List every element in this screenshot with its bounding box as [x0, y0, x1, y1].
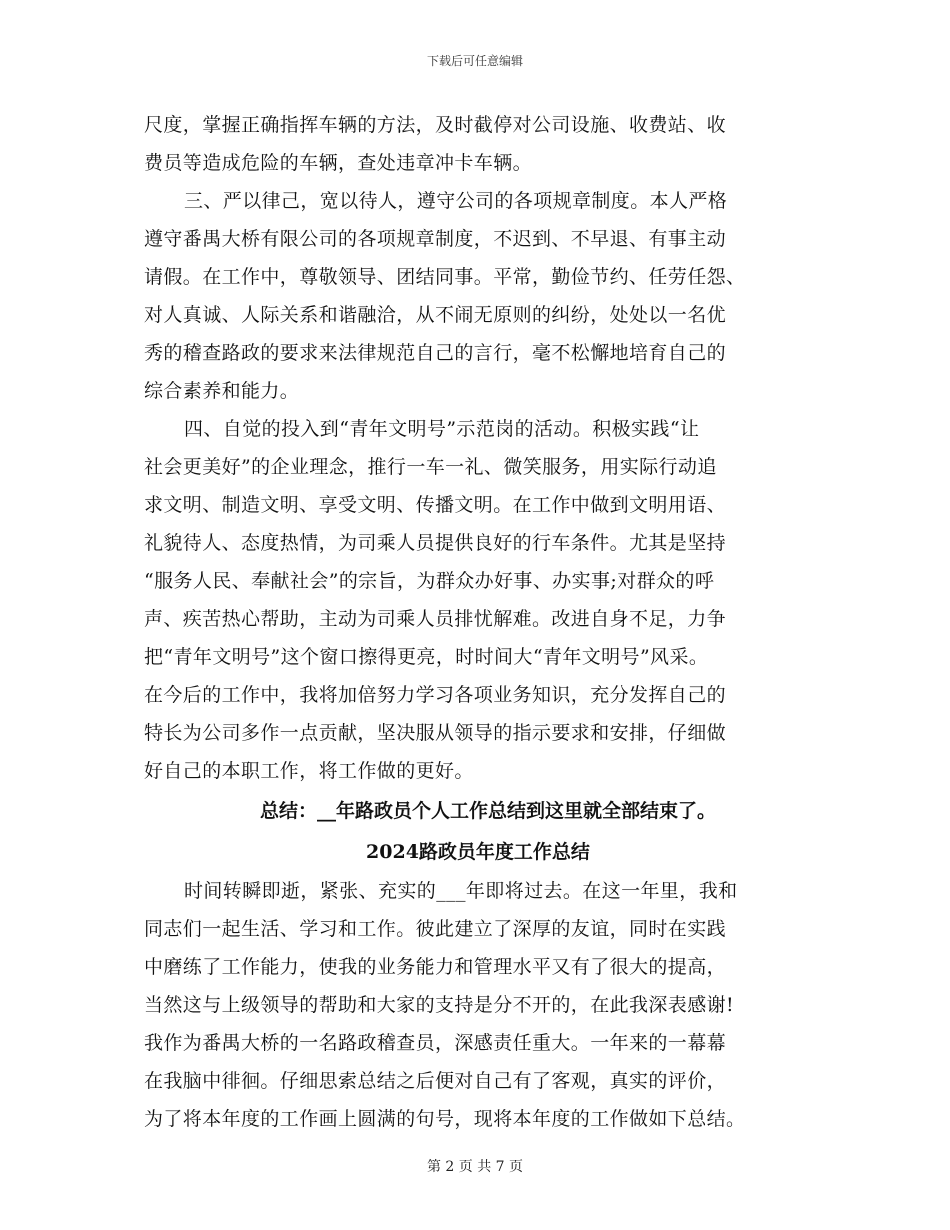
paragraph-line: 社会更美好”的企业理念，推行一车一礼、微笑服务，用实际行动追: [144, 456, 717, 478]
paragraph-line: 为了将本年度的工作画上圆满的句号，现将本年度的工作做如下总结。: [144, 1108, 746, 1130]
paragraph-line: 我作为番禺大桥的一名路政稽查员，深感责任重大。一年来的一幕幕: [144, 1032, 727, 1054]
paragraph-line: 声、疾苦热心帮助，主动为司乘人员排忧解难。改进自身不足，力争: [144, 608, 727, 630]
paragraph-line: 尺度，掌握正确指挥车辆的方法，及时截停对公司设施、收费站、收: [144, 114, 727, 136]
paragraph-line: 四、自觉的投入到“青年文明号”示范岗的活动。积极实践“让: [184, 418, 700, 440]
paragraph-line: 秀的稽查路政的要求来法律规范自己的言行，毫不松懈地培育自己的: [144, 342, 727, 364]
paragraph-line: 好自己的本职工作，将工作做的更好。: [144, 760, 474, 782]
paragraph-line: 同志们一起生活、学习和工作。彼此建立了深厚的友谊，同时在实践: [144, 918, 727, 940]
paragraph-line: 特长为公司多作一点贡献，坚决服从领导的指示要求和安排，仔细做: [144, 722, 727, 744]
page-number: 第 2 页 共 7 页: [426, 1159, 524, 1175]
page-header-note: 下载后可任意编辑: [426, 54, 523, 68]
summary-heading: 总结：__年路政员个人工作总结到这里就全部结束了。: [259, 800, 716, 822]
paragraph-line: 对人真诚、人际关系和谐融洽，从不闹无原则的纠纷，处处以一名优: [144, 304, 727, 326]
paragraph-line: 把“青年文明号”这个窗口擦得更亮，时时间大“青年文明号”风采。: [144, 646, 709, 668]
document-body: [144, 106, 812, 1138]
paragraph-line: 费员等造成危险的车辆，查处违章冲卡车辆。: [144, 152, 533, 174]
paragraph-line: 在我脑中徘徊。仔细思索总结之后便对自己有了客观，真实的评价，: [144, 1070, 727, 1092]
paragraph-line: 时间转瞬即逝，紧张、充实的___年即将过去。在这一年里，我和: [184, 880, 738, 902]
paragraph-line: 礼貌待人、态度热情，为司乘人员提供良好的行车条件。尤其是坚持: [144, 532, 727, 554]
paragraph-line: 在今后的工作中，我将加倍努力学习各项业务知识，充分发挥自己的: [144, 684, 727, 706]
paragraph-line: 三、严以律己，宽以待人，遵守公司的各项规章制度。本人严格: [184, 190, 728, 212]
paragraph-line: 综合素养和能力。: [144, 380, 300, 402]
paragraph-line: 请假。在工作中，尊敬领导、团结同事。平常，勤俭节约、任劳任怨、: [144, 266, 746, 288]
paragraph-line: 中磨练了工作能力，使我的业务能力和管理水平又有了很大的提高，: [144, 956, 727, 978]
section-title: 2024路政员年度工作总结: [366, 841, 590, 863]
paragraph-line: 求文明、制造文明、享受文明、传播文明。在工作中做到文明用语、: [144, 494, 727, 516]
paragraph-line: 遵守番禺大桥有限公司的各项规章制度，不迟到、不早退、有事主动: [144, 228, 727, 250]
paragraph-line: 当然这与上级领导的帮助和大家的支持是分不开的，在此我深表感谢!: [144, 994, 735, 1016]
paragraph-line: “服务人民、奉献社会”的宗旨，为群众办好事、办实事;对群众的呼: [144, 570, 715, 592]
